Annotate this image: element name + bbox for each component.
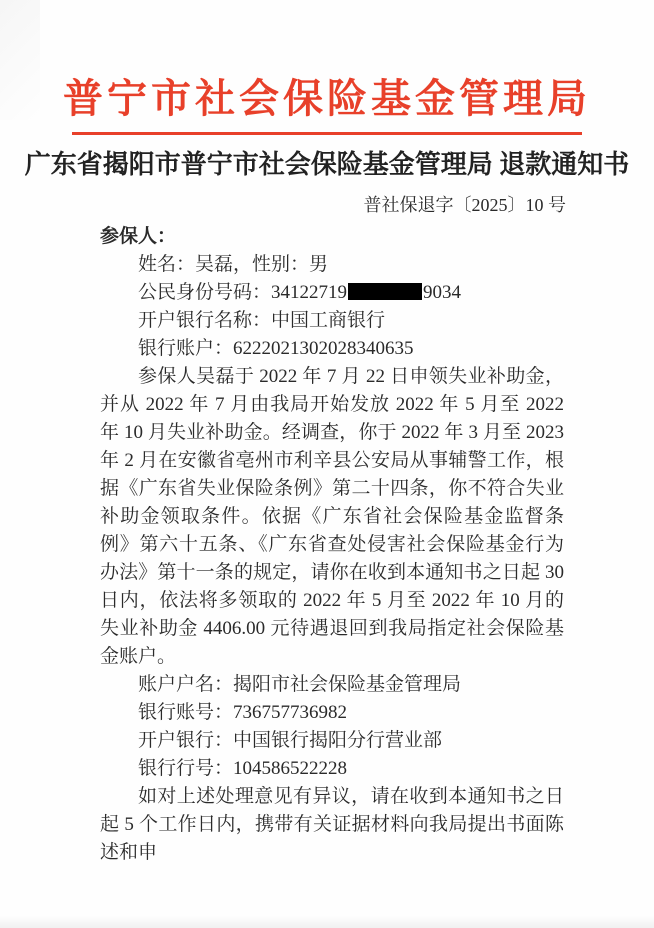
document-title bbox=[0, 148, 654, 182]
letterhead-divider-line bbox=[72, 132, 582, 135]
refund-account-number-line: 银行账号：736757736982 bbox=[138, 702, 348, 723]
refund-account-holder-line: 账户户名：揭阳市社会保险基金管理局 bbox=[138, 674, 462, 695]
notice-main-paragraph: 参保人吴磊于 2022 年 7 月 22 日申领失业补助金，并从 2022 年 7 月由我局开始发放 2022 年 5 月至 2022 年 10 月失业补助金。经调查，你于 2022 年 3 月至 2023 年 2 月在安徽省亳州市利辛县公安局从事辅警工作，根据《广东省失业保险条例》第二十四条，你不符合失业补助金领取条件。依据《广东省社会保险基金监督条例》第六十五条、《广东省查处侵害社会保险基金行为办法》第十一条的规定，请你在收到本通知书之日起 30 日内，依法将多领取的 2022 年 5 月至 2022 年 10 月的失业补助金 4406.00 元待遇退回到我局指定社会保险基金账户。 bbox=[100, 366, 564, 667]
document-body bbox=[100, 223, 564, 867]
agency-letterhead-title: 普宁市社会保险基金管理局 bbox=[63, 76, 591, 121]
refund-account-branch-code-line: 银行行号：104586522228 bbox=[138, 758, 348, 779]
closing-appeal-paragraph: 如对上述处理意见有异议，请在收到本通知书之日起 5 个工作日内，携带有关证据材料向我局提出书面陈述和申 bbox=[100, 786, 564, 863]
recipient-section-label: 参保人： bbox=[100, 226, 177, 247]
recipient-bank-name-line: 开户银行名称：中国工商银行 bbox=[138, 310, 386, 331]
document-title-line2: 退款通知书 bbox=[499, 150, 630, 179]
refund-account-bank-line: 开户银行：中国银行揭阳分行营业部 bbox=[138, 730, 443, 751]
id-redaction-box bbox=[348, 283, 422, 300]
recipient-bank-account-line: 银行账户：6222021302028340635 bbox=[138, 338, 414, 359]
recipient-id-line bbox=[100, 279, 564, 307]
recipient-name-line: 姓名：吴磊，性别：男 bbox=[138, 254, 329, 275]
recipient-id-prefix: 公民身份号码：34122719 bbox=[138, 282, 348, 303]
document-reference-number: 普社保退字〔2025〕10 号 bbox=[363, 195, 566, 215]
recipient-id-suffix: 9034 bbox=[423, 282, 462, 303]
document-title-line1: 广东省揭阳市普宁市社会保险基金管理局 bbox=[24, 150, 493, 179]
